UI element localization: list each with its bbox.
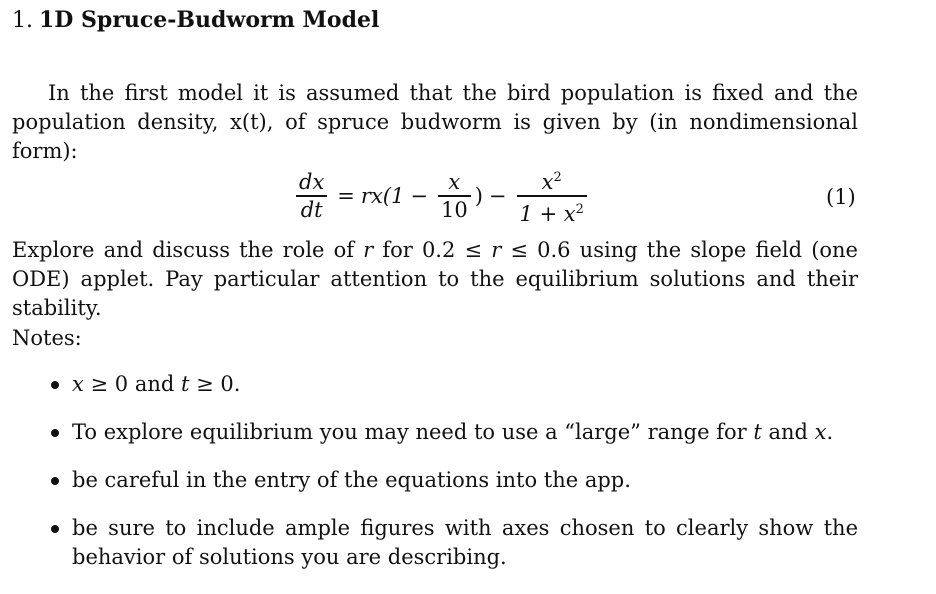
frac2-denominator: $1 + x^2$ xyxy=(519,201,584,226)
bullet-icon xyxy=(51,429,59,437)
section-heading xyxy=(12,6,379,35)
frac2-numerator: $x^2$ xyxy=(541,170,562,195)
list-item: be sure to include ample figures with axes chosen to clearly show the behavior of solutions you are describing. xyxy=(46,514,858,572)
section-title: 1D Spruce-Budworm Model xyxy=(39,7,380,33)
notes-label: Notes: xyxy=(12,326,82,350)
bullet-icon xyxy=(51,525,59,533)
list-item: To explore equilibrium you may need to use a “large” range for t and x. xyxy=(46,418,858,447)
list-item: x ≥ 0 and t ≥ 0. xyxy=(46,370,858,399)
lhs-numerator: dx xyxy=(299,170,325,195)
lhs-denominator: dt xyxy=(300,197,323,222)
x-over-10-fraction xyxy=(438,169,471,223)
x2-over-1plusx2-fraction xyxy=(517,165,587,227)
equation-number: (1) xyxy=(826,185,856,209)
bullet-icon xyxy=(51,381,59,389)
minus-sign-2: − xyxy=(488,184,507,208)
close-paren: ) xyxy=(474,184,483,208)
rx-term: rx(1 xyxy=(360,184,405,208)
frac1-denominator: 10 xyxy=(440,197,468,222)
section-number: 1. xyxy=(12,8,33,33)
intro-paragraph: In the first model it is assumed that the bird population is fixed and the population density, x(t), of spruce budworm is given by (in nondimensional form): xyxy=(12,81,858,163)
explore-paragraph: Explore and discuss the role of r for 0.2 ≤ r ≤ 0.6 using the slope field (one ODE) applet. Pay particular attention to the equilibrium solutions and their stability. xyxy=(12,238,858,320)
notes-list xyxy=(46,370,858,591)
equals-sign: = xyxy=(337,184,355,208)
equation-1 xyxy=(292,164,591,228)
frac1-numerator: x xyxy=(448,170,461,195)
bullet-icon xyxy=(51,477,59,485)
minus-sign-1: − xyxy=(410,184,428,208)
dx-dt-fraction xyxy=(296,169,327,223)
list-item: be careful in the entry of the equations into the app. xyxy=(46,466,858,495)
